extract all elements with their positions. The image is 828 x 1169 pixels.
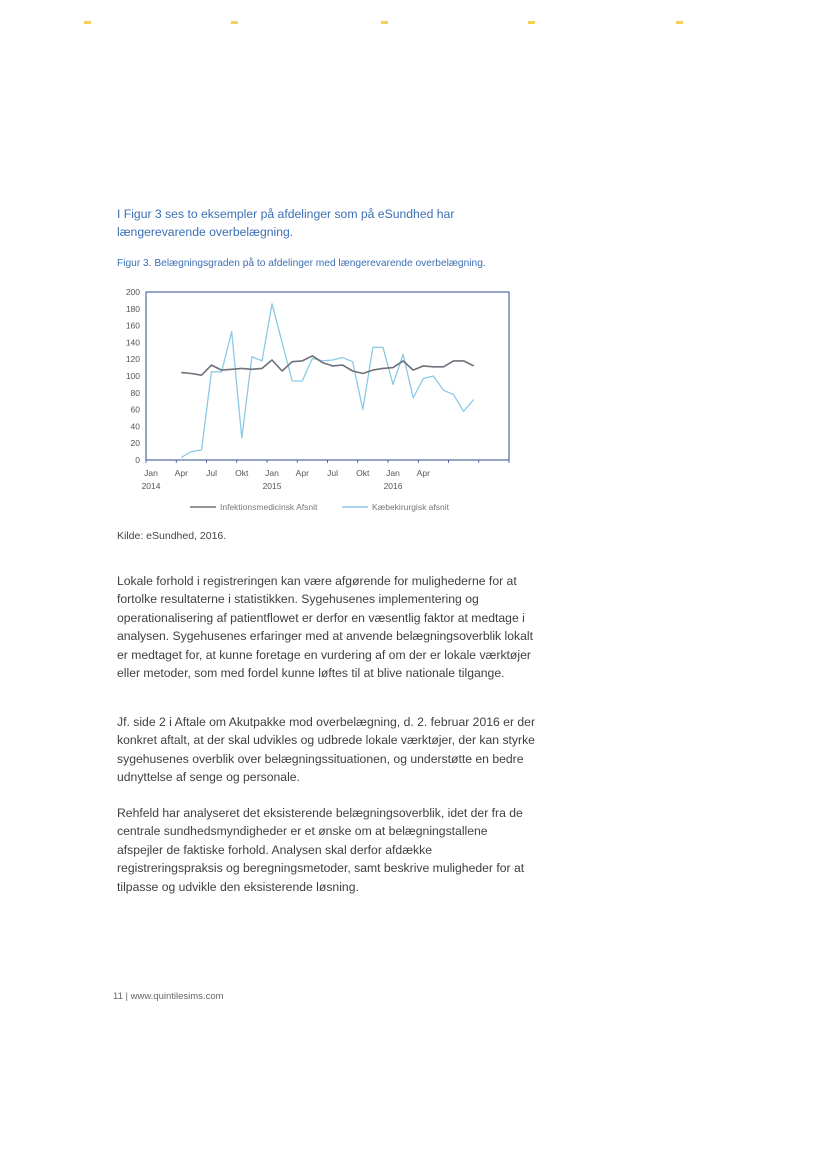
x-tick-label: Apr [295,468,309,478]
paragraph-3: Rehfeld har analyseret det eksisterende belægningsoverblik, idet der fra de centrale sundhedsmyndigheder er et ønske om at belægningstallene afspejler de faktiske forhold. Analysen skal derfor afdække registreringspraksis og beregningsmetoder, samt beskrive muligheder for at tilpasse og udvikle den eksisterende løsning. [117,806,525,894]
legend-label: Kæbekirurgisk afsnit [372,502,450,512]
intro-text: I Figur 3 ses to eksempler på afdelinger som på eSundhed har længerevarende overbelægning. [117,207,455,239]
y-tick-label: 180 [125,303,140,314]
plot-area [146,292,509,460]
y-tick-label: 80 [130,387,140,398]
header-mark [676,21,683,24]
header-mark [381,21,388,24]
x-tick-label: Jul [206,468,217,478]
x-tick-label: Apr [174,468,188,478]
paragraph-1: Lokale forhold i registreringen kan være afgørende for mulighederne for at fortolke resultaterne i statistikken. Sygehusenes implementering og operationalisering af patientflowet er derfor en væsentlig faktor at medtage i analysen. Sygehusenes erfaringer med at anvende belægningsoverblik lokalt er medtaget for, at kunne foretage en vurdering af om der er lokale værktøjer eller metoder, som med fordel kunne løftes til at blive nationale tilgange. [117,574,533,681]
y-tick-label: 20 [130,438,140,449]
y-tick-label: 140 [125,337,140,348]
header-mark [84,21,91,24]
source-note: Kilde: eSundhed, 2016. [117,530,227,542]
x-tick-label: Okt [356,468,370,478]
legend [190,502,450,512]
x-year-label: 2014 [141,481,161,491]
y-tick-label: 120 [125,354,140,365]
y-tick-label: 40 [130,421,140,432]
legend-label: Infektionsmedicinsk Afsnit [220,502,318,512]
x-tick-label: Jan [265,468,279,478]
paragraph-2: Jf. side 2 i Aftale om Akutpakke mod overbelægning, d. 2. februar 2016 er der konkret aftalt, at der skal udvikles og udbrede lokale værktøjer, der kan styrke sygehusenes overblik over belægningssituationen, og understøtte en bedre udnyttelse af senge og personale. [117,715,536,785]
figure-title: Figur 3. Belægningsgraden på to afdelinger med længerevarende overbelægning. [117,258,486,269]
header-mark [231,21,238,24]
y-axis [126,287,140,465]
y-tick-label: 0 [135,455,140,465]
y-tick-label: 200 [125,287,140,297]
x-year-label: 2016 [383,481,403,491]
y-tick-label: 100 [125,371,140,381]
x-tick-label: Okt [235,468,249,478]
x-year-label: 2015 [262,481,282,491]
x-tick-label: Jan [144,468,158,478]
x-tick-label: Jul [327,468,338,478]
occupancy-line-chart [120,282,520,522]
page-footer: 11 | www.quintilesims.com [113,991,224,1002]
x-axis [142,460,509,491]
y-tick-label: 160 [125,320,140,331]
x-tick-label: Jan [386,468,400,478]
y-tick-label: 60 [130,404,140,415]
x-tick-label: Apr [416,468,430,478]
header-mark [528,21,535,24]
